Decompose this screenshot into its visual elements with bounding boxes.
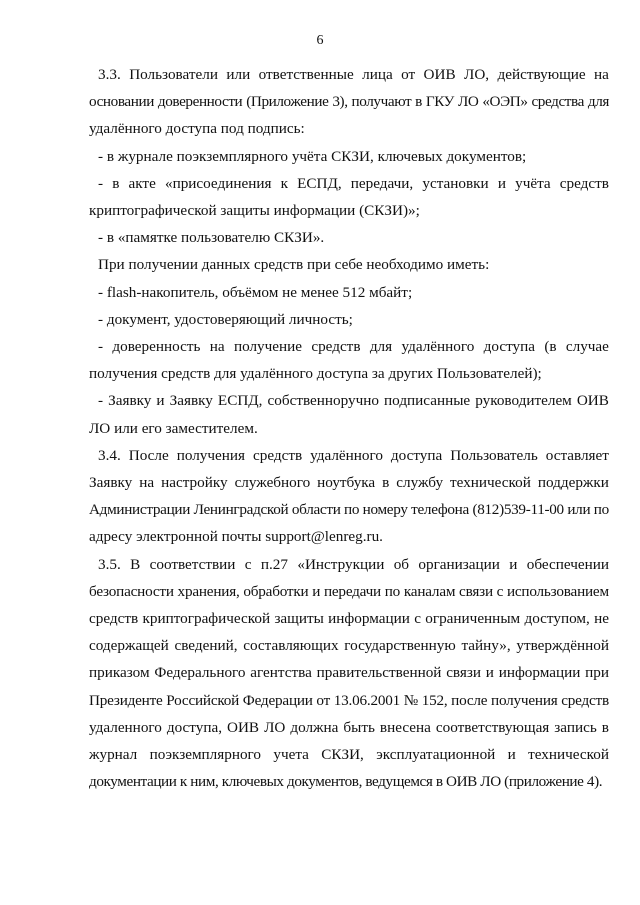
word: «Инструкции — [297, 555, 385, 573]
text-line — [89, 687, 609, 714]
word: поддержки — [537, 474, 609, 492]
word: при — [585, 664, 609, 682]
word: Заявку — [89, 474, 133, 492]
word: сведений, — [174, 637, 238, 655]
word: 3.5. — [98, 555, 121, 573]
text-line — [89, 88, 609, 115]
text-line — [89, 578, 609, 605]
word: доверенность — [112, 338, 201, 356]
word: и — [509, 555, 518, 573]
paragraph-p33a — [89, 143, 609, 170]
word: тайну», — [461, 637, 511, 655]
word: в — [415, 93, 422, 111]
text-line — [89, 605, 609, 632]
word: средств — [559, 174, 609, 192]
word: и — [156, 392, 165, 410]
text-line: - flash-накопитель, объёмом не менее 512 мбайт; — [98, 283, 413, 301]
word: служебного — [234, 474, 311, 492]
word: с — [414, 610, 421, 628]
word: запись — [554, 718, 597, 736]
word: Президенте — [89, 691, 163, 709]
word: хранения, — [177, 582, 240, 600]
word: передачи — [323, 582, 381, 600]
word: должна — [290, 718, 339, 736]
word: доступа — [483, 338, 535, 356]
word: Пользователи — [129, 66, 218, 83]
word: Заявку — [169, 392, 213, 410]
word: для — [587, 93, 609, 111]
word: Ленинградской — [193, 501, 289, 519]
word: СКЗИ, — [321, 746, 364, 764]
word: на — [139, 474, 155, 492]
word: с — [496, 582, 504, 600]
word: Федерации — [242, 691, 313, 709]
word: по — [344, 501, 360, 519]
word: агентства — [250, 664, 312, 682]
word: информации — [328, 610, 410, 628]
word: доверенности — [157, 93, 243, 111]
text-line — [89, 469, 609, 496]
word: п.27 — [260, 555, 288, 573]
word: руководителем — [475, 392, 572, 410]
word: криптографической — [142, 610, 271, 628]
word: содержащей — [89, 637, 169, 655]
word: связи — [446, 664, 482, 682]
word: телефона — [411, 501, 469, 519]
text-line: документации к ним, ключевых документов, ведущемся в ОИВ ЛО (приложение 4). — [89, 773, 603, 791]
word: - — [98, 392, 104, 410]
word: для — [369, 338, 393, 356]
text-line — [89, 61, 609, 88]
word: в — [112, 174, 120, 192]
text-line: адресу электронной почты support@lenreg.ru. — [89, 528, 383, 546]
word: средств — [89, 610, 139, 628]
word: «ОЭП» — [482, 93, 528, 111]
paragraph-p33 — [89, 61, 609, 143]
paragraph-p34 — [89, 442, 609, 551]
paragraph-p33h — [89, 387, 609, 441]
text-line — [89, 741, 609, 768]
word: на — [594, 66, 609, 83]
word: настройку — [161, 474, 228, 492]
word: эксплуатационной — [376, 746, 496, 764]
word: ЕСПД, — [217, 392, 263, 410]
word: доступом, — [524, 610, 590, 628]
page-number: 6 — [316, 33, 324, 48]
text-line — [89, 496, 609, 523]
word: от — [316, 691, 331, 709]
text-line — [89, 714, 609, 741]
word: получения — [491, 691, 558, 709]
text-line: ЛО или его заместителем. — [89, 419, 258, 437]
word: после — [451, 691, 488, 709]
word: (в — [544, 338, 557, 356]
word: учета — [273, 746, 309, 764]
word: по — [384, 582, 401, 600]
word: или — [226, 66, 251, 83]
word: удаленного — [89, 718, 162, 736]
word: 152, — [421, 691, 448, 709]
text-line: При получении данных средств при себе необходимо иметь: — [98, 256, 490, 274]
word: обработки — [243, 582, 309, 600]
word: использованием — [506, 582, 609, 600]
word: средств — [311, 338, 361, 356]
word: внесена — [379, 718, 431, 736]
word: информации — [498, 664, 581, 682]
text-line — [89, 170, 609, 197]
text-line: удалённого доступа под подпись: — [89, 120, 305, 138]
word: государственную — [344, 637, 456, 655]
word: приказом — [89, 664, 150, 682]
word: № — [403, 691, 419, 709]
word: Пользователь — [450, 446, 538, 464]
word: технической — [450, 474, 531, 492]
word: составляющих — [243, 637, 339, 655]
word: ЛО — [457, 93, 479, 111]
word: области — [291, 501, 341, 519]
word: и — [485, 664, 494, 682]
paragraph-p33c — [89, 224, 609, 251]
word: соответствии — [149, 555, 236, 573]
word: доступа — [390, 446, 443, 464]
paragraph-p33g — [89, 333, 609, 387]
word: средств — [561, 691, 609, 709]
text-line: получения средств для удалённого доступа за других Пользователей); — [89, 365, 542, 383]
word: доступа, — [166, 718, 222, 736]
word: Федерального — [154, 664, 246, 682]
word: учёта — [515, 174, 551, 192]
word: организации — [418, 555, 500, 573]
word: получение — [233, 338, 303, 356]
text-line: - в журнале поэкземплярного учёта СКЗИ, ключевых документов; — [98, 147, 527, 165]
word: средств — [252, 446, 303, 464]
word: оставляет — [545, 446, 609, 464]
word: утверждённой — [516, 637, 609, 655]
word: службу — [396, 474, 444, 492]
word: связи — [459, 582, 493, 600]
word: случае — [565, 338, 609, 356]
word: журнал — [89, 746, 138, 764]
word: соответствующая — [435, 718, 550, 736]
word: в — [382, 474, 390, 492]
word: к — [280, 174, 288, 192]
text-line — [89, 387, 609, 414]
word: и — [312, 582, 321, 600]
paragraph-p33d — [89, 251, 609, 278]
word: об — [393, 555, 410, 573]
word: по — [593, 501, 609, 519]
word: ЛО, — [464, 66, 490, 83]
text-line: - документ, удостоверяющий личность; — [98, 310, 353, 328]
text-line — [89, 659, 609, 686]
word: защиты — [274, 610, 324, 628]
word: 3), — [332, 93, 348, 111]
word: удалённого — [401, 338, 475, 356]
text-line — [89, 551, 609, 578]
word: «присоединения — [164, 174, 272, 192]
word: установки — [422, 174, 489, 192]
word: на — [209, 338, 225, 356]
text-line: криптографической защиты информации (СКЗИ)»; — [89, 202, 420, 220]
document-body — [89, 61, 609, 795]
word: Российской — [166, 691, 240, 709]
word: собственноручно — [267, 392, 379, 410]
word: номеру — [362, 501, 408, 519]
word: ОИВ — [423, 66, 456, 83]
word: лица — [362, 66, 393, 83]
word: ОИВ — [576, 392, 609, 410]
word: технической — [528, 746, 609, 764]
word: от — [401, 66, 416, 83]
paragraph-p33e — [89, 279, 609, 306]
word: действующие — [497, 66, 586, 83]
paragraph-p33f — [89, 306, 609, 333]
text-line: - в «памятке пользователю СКЗИ». — [98, 229, 325, 247]
word: поэкземплярного — [149, 746, 262, 764]
word: После — [128, 446, 169, 464]
word: и — [497, 174, 506, 192]
paragraph-p33b — [89, 170, 609, 224]
word: ОИВ — [227, 718, 260, 736]
word: не — [594, 610, 609, 628]
word: передачи, — [350, 174, 414, 192]
word: ЕСПД, — [297, 174, 342, 192]
word: - — [98, 338, 104, 356]
text-line — [89, 632, 609, 659]
word: основании — [89, 93, 154, 111]
word: 3.4. — [98, 446, 121, 464]
word: обеспечении — [526, 555, 609, 573]
word: 13.06.2001 — [333, 691, 401, 709]
word: или — [567, 501, 591, 519]
word: получения — [176, 446, 246, 464]
word: акте — [128, 174, 156, 192]
word: каналам — [403, 582, 456, 600]
word: подписанные — [384, 392, 471, 410]
word: удалённого — [310, 446, 383, 464]
word: В — [130, 555, 141, 573]
word: ответственные — [258, 66, 354, 83]
word: 3.3. — [98, 66, 121, 83]
word: - — [98, 174, 104, 192]
word: ЛО — [264, 718, 286, 736]
paragraph-p35 — [89, 551, 609, 796]
word: с — [244, 555, 252, 573]
word: в — [601, 718, 609, 736]
text-line — [89, 442, 609, 469]
word: быть — [343, 718, 375, 736]
word: ограниченным — [425, 610, 521, 628]
word: Администрации — [89, 501, 191, 519]
word: безопасности — [89, 582, 174, 600]
word: ноутбука — [317, 474, 376, 492]
word: правительственной — [316, 664, 442, 682]
word: ГКУ — [425, 93, 455, 111]
word: (Приложение — [246, 93, 329, 111]
word: Заявку — [108, 392, 152, 410]
text-line — [89, 333, 609, 360]
word: и — [507, 746, 516, 764]
word: средства — [531, 93, 584, 111]
word: получают — [351, 93, 412, 111]
word: (812)539-11-00 — [472, 501, 564, 519]
